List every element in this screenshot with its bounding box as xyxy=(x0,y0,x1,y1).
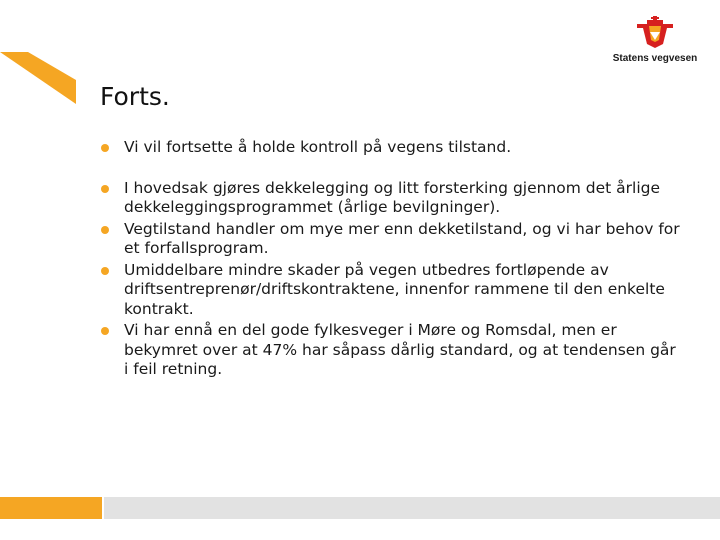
bullet-dot-icon xyxy=(101,267,109,275)
bullet-dot-icon xyxy=(101,327,109,335)
bullet-item xyxy=(100,220,680,259)
bullet-list xyxy=(100,138,680,382)
slide-title: Forts. xyxy=(100,82,170,111)
bullet-text: Umiddelbare mindre skader på vegen utbedres fortløpende av driftsentreprenør/driftskontraktene, innenfor rammene til den enkelte kontrakt. xyxy=(124,260,665,318)
bullet-dot-icon xyxy=(101,185,109,193)
logo-wordmark: Statens vegvesen xyxy=(612,53,698,64)
statens-vegvesen-logo xyxy=(603,14,707,74)
bullet-item xyxy=(100,138,680,158)
bullet-text: Vi har ennå en del gode fylkesveger i Møre og Romsdal, men er bekymret over at 47% har såpass dårlig standard, og at tendensen går i feil retning. xyxy=(124,321,676,378)
bullet-dot-icon xyxy=(101,144,109,152)
footer-bar-accent xyxy=(0,497,102,519)
statens-vegvesen-crest-icon xyxy=(633,14,677,50)
bullet-text: I hovedsak gjøres dekkelegging og litt forsterking gjennom det årlige dekkeleggingsprogrammet (årlige bevilgninger). xyxy=(124,178,661,216)
bullet-text: Vegtilstand handler om mye mer enn dekketilstand, og vi har behov for et forfallsprogram. xyxy=(124,219,680,257)
footer-bar xyxy=(104,497,720,519)
corner-stripe-decoration xyxy=(0,0,90,110)
bullet-item xyxy=(100,321,680,380)
bullet-text: Vi vil fortsette å holde kontroll på vegens tilstand. xyxy=(124,138,512,156)
bullet-item xyxy=(100,261,680,320)
bullet-item xyxy=(100,179,680,218)
bullet-dot-icon xyxy=(101,226,109,234)
